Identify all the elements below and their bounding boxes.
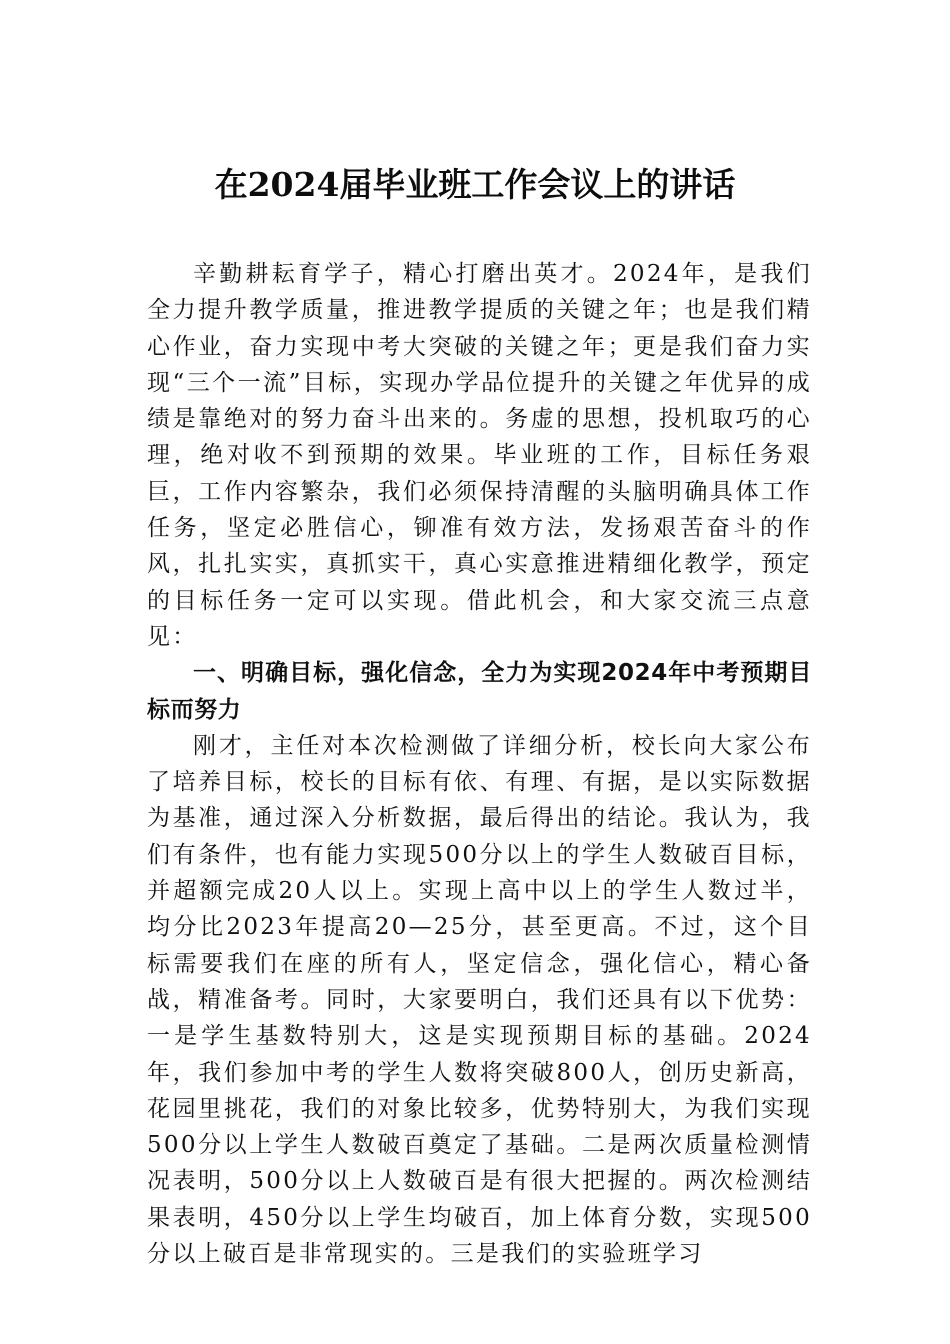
section-1-heading: 一、明确目标，强化信念，全力为实现2024年中考预期目标而努力 — [147, 660, 812, 723]
intro-paragraph: 辛勤耕耘育学子，精心打磨出英才。2024年，是我们全力提升教学质量，推进教学提质的关键之年；也是我们精心作业，奋力实现中考大突破的关键之年；更是我们奋力实现“三个一流”目标，实现办学品位提升的关键之年优异的成绩是靠绝对的努力奋斗出来的。务虚的思想，投机取巧的心理，绝对收不到预期的效果。毕业班的工作，目标任务艰巨，工作内容繁杂，我们必须保持清醒的头脑明确具体工作任务，坚定必胜信心，铆准有效方法，发扬艰苦奋斗的作风，扎扎实实，真抓实干，真心实意推进精细化教学，预定的目标任务一定可以实现。借此机会，和大家交流三点意见： — [147, 261, 812, 650]
document-title: 在2024届毕业班工作会议上的讲话 — [214, 165, 736, 204]
section-1-paragraph: 刚才，主任对本次检测做了详细分析，校长向大家公布了培养目标，校长的目标有依、有理、有据，是以实际数据为基准，通过深入分析数据，最后得出的结论。我认为，我们有条件，也有能力实现500分以上的学生人数破百目标，并超额完成20人以上。实现上高中以上的学生人数过半，均分比2023年提高20—25分，甚至更高。不过，这个目标需要我们在座的所有人，坚定信念，强化信心，精心备战，精准备考。同时，大家要明白，我们还具有以下优势：一是学生基数特别大，这是实现预期目标的基础。2024年，我们参加中考的学生人数将突破800人，创历史新高，花园里挑花，我们的对象比较多，优势特别大，为我们实现500分以上学生人数破百奠定了基础。二是两次质量检测情况表明，500分以上人数破百是有很大把握的。两次检测结果表明，450分以上学生均破百，加上体育分数，实现500分以上破百是非常现实的。三是我们的实验班学习 — [147, 732, 812, 1268]
document-body — [147, 256, 812, 1272]
